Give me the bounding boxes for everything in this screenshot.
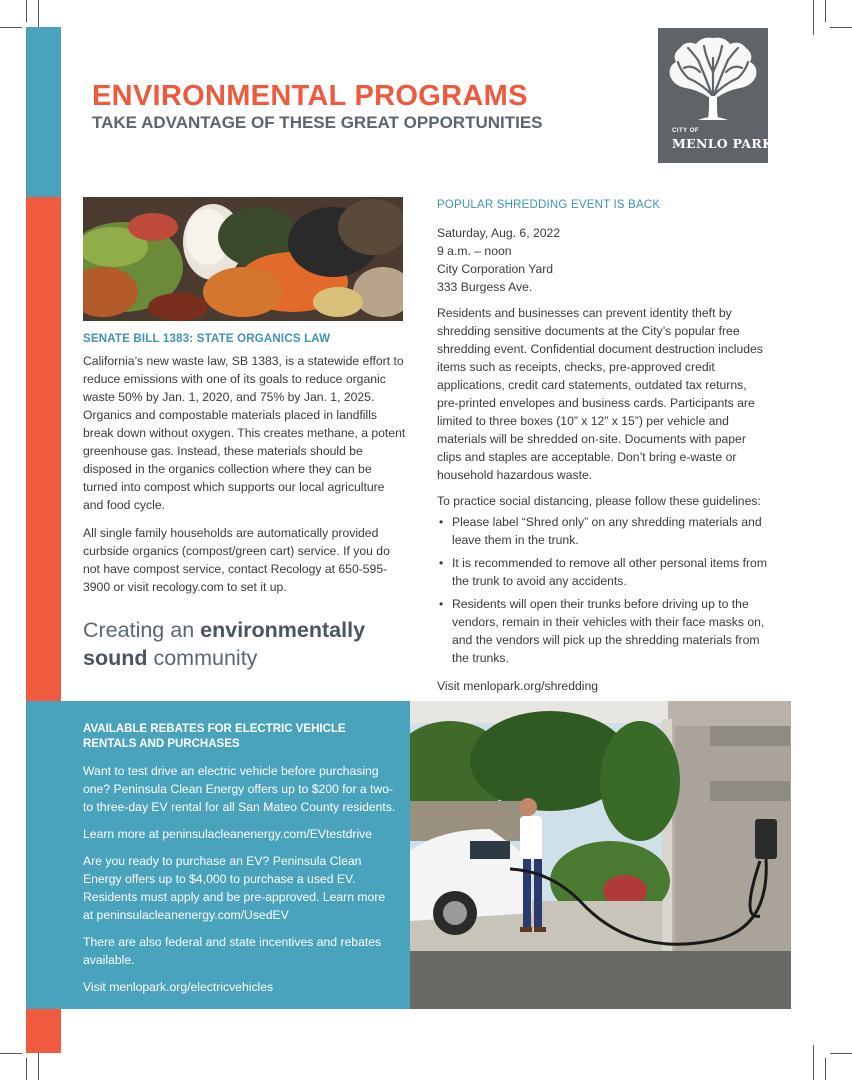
crop-mark — [825, 1058, 826, 1080]
logo-name: MENLO PARK — [672, 136, 774, 151]
senate-bill-paragraph: California’s new waste law, SB 1383, is a statewide effort to reduce emissions with one of its goals to reduce organic waste 50% by Jan. 1, 2020, and 75% by Jan. 1, 2025. Organics and compostable materials placed in landfills break down without oxygen. This creates methane, a potent greenhouse gas. Instead, these materials should be disposed in the organics collection where they can be turned into compost which supports our local agriculture and food cycle. — [83, 354, 406, 512]
oak-tree-icon — [658, 28, 768, 128]
side-bar-red-lower — [26, 1009, 61, 1053]
tagline-bold: sound — [83, 646, 148, 670]
crop-mark — [813, 1045, 814, 1080]
tagline-bold: environmentally — [200, 618, 366, 642]
ev-rebates-section — [83, 722, 398, 996]
event-date: Saturday, Aug. 6, 2022 — [437, 226, 561, 240]
side-bar-blue — [26, 27, 61, 197]
ev-heading-line: RENTALS AND PURCHASES — [83, 738, 240, 750]
ev-paragraph: There are also federal and state incentives and rebates available. — [83, 935, 382, 967]
senate-bill-section — [83, 333, 408, 596]
list-item: • Residents will open their trunks before driving up to the vendors, remain in their vehicles with their face masks on, and the vendors will pick up the shredding materials from the trunks. — [437, 595, 767, 667]
shredding-heading: POPULAR SHREDDING EVENT IS BACK — [437, 199, 661, 211]
event-location: City Corporation Yard — [437, 262, 554, 276]
food-scraps-photo — [83, 197, 403, 321]
tagline-part: Creating an — [83, 618, 201, 642]
crop-mark — [830, 1053, 852, 1054]
event-details — [437, 224, 767, 296]
crop-mark — [825, 0, 826, 22]
page-subtitle: TAKE ADVANTAGE OF THESE GREAT OPPORTUNITIES — [92, 113, 543, 132]
crop-mark — [830, 27, 852, 28]
logo-city-of: CITY OF — [672, 128, 700, 134]
tagline-part: community — [147, 646, 258, 670]
crop-mark — [26, 1058, 27, 1080]
tagline — [83, 616, 403, 672]
shredding-section — [437, 196, 767, 695]
ev-link-electricvehicles[interactable]: Visit menlopark.org/electricvehicles — [83, 980, 274, 994]
guidelines-list — [437, 513, 767, 667]
menlo-park-logo — [658, 28, 774, 163]
list-item: • It is recommended to remove all other personal items from the trunk to avoid any accidents. — [437, 554, 767, 590]
shredding-link[interactable]: Visit menlopark.org/shredding — [437, 679, 599, 693]
side-bar-blue-lower — [26, 701, 61, 1009]
event-address: 333 Burgess Ave. — [437, 280, 533, 294]
shredding-paragraph: Residents and businesses can prevent identity theft by shredding sensitive documents at the City’s popular free shredding event. Confidential document destruction includes items such as receipts, checks, pre-approved credit applications, credit card statements, outdated tax returns, pre-printed envelopes and business cards. Participants are limited to three boxes (10” x 12” x 15”) per vehicle and materials will be shredded on-site. Documents with paper clips and staples are acceptable. Don’t bring e-waste or household hazardous waste. — [437, 306, 763, 482]
ev-link-testdrive[interactable]: Learn more at peninsulacleanenergy.com/EVtestdrive — [83, 827, 373, 841]
senate-bill-heading: SENATE BILL 1383: STATE ORGANICS LAW — [83, 333, 331, 345]
ev-paragraph: Are you ready to purchase an EV? Peninsula Clean Energy offers up to $4,000 to purchase a used EV. Residents must apply and be pre-approved. Learn more at peninsulacleanenergy.com/UsedEV — [83, 854, 386, 922]
page-title: ENVIRONMENTAL PROGRAMS — [92, 80, 528, 112]
ev-paragraph: Want to test drive an electric vehicle before purchasing one? Peninsula Clean Energy offers up to $200 for a two- to three-day EV rental for all San Mateo County residents. — [83, 764, 396, 814]
side-bar-red — [26, 197, 61, 701]
ev-charging-photo — [410, 701, 791, 1009]
crop-mark — [26, 0, 27, 22]
crop-mark — [0, 1053, 22, 1054]
crop-mark — [813, 0, 814, 35]
ev-heading — [83, 722, 398, 752]
ev-heading-line: AVAILABLE REBATES FOR ELECTRIC VEHICLE — [83, 723, 346, 735]
senate-bill-paragraph: All single family households are automatically provided curbside organics (compost/green cart) service. If you do not have compost service, contact Recology at 650-595-3900 or visit recology.com to set it up. — [83, 526, 390, 594]
crop-mark — [0, 27, 22, 28]
list-item: • Please label “Shred only” on any shredding materials and leave them in the trunk. — [437, 513, 767, 549]
guidelines-intro: To practice social distancing, please follow these guidelines: — [437, 494, 761, 508]
event-time: 9 a.m. – noon — [437, 244, 512, 258]
